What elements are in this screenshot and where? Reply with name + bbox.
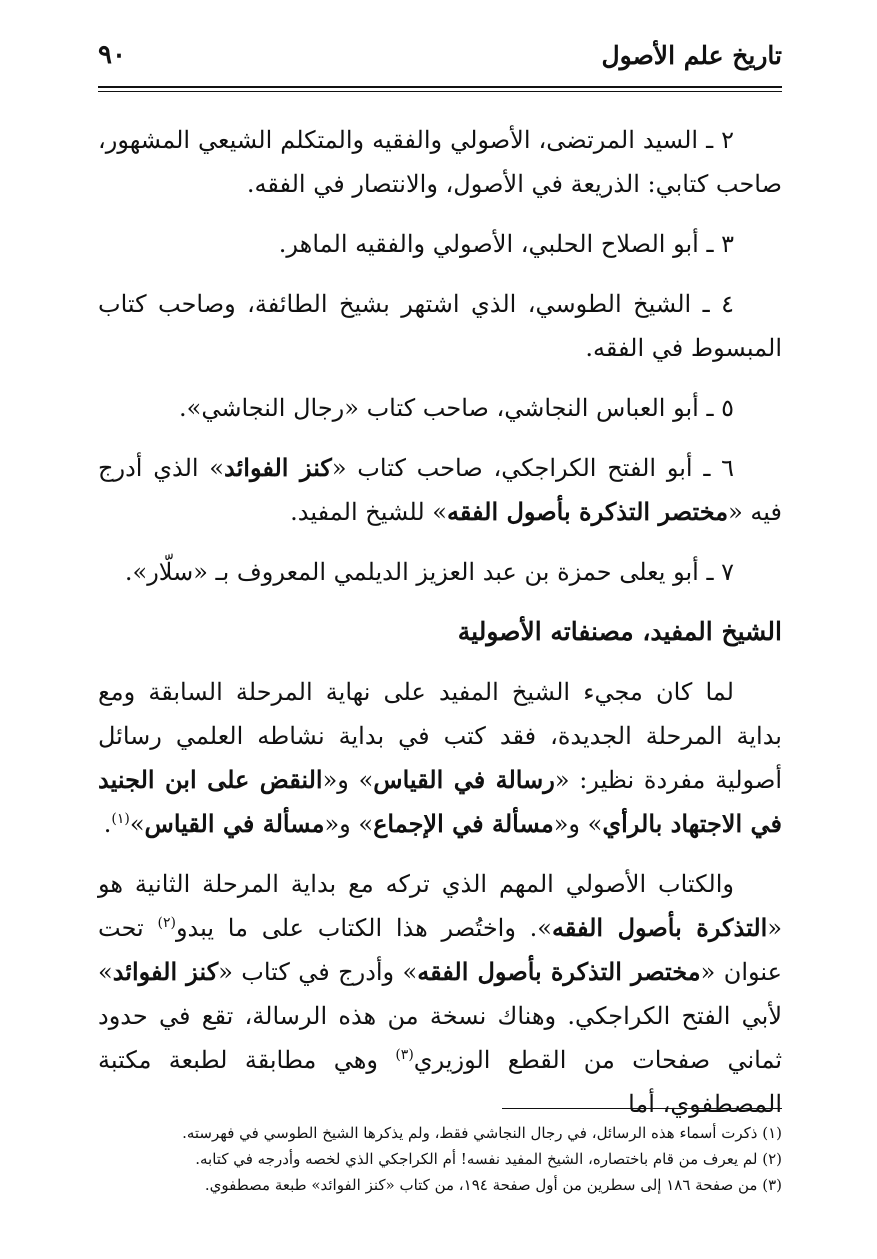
paragraph: والكتاب الأصولي المهم الذي تركه مع بداية المرحلة الثانية هو «التذكرة بأصول الفقه». واختُصر هذا الكتاب على ما يبدو$^{(٢)}$ تحت عنوان «مختصر التذكرة بأصول الفقه» وأدرج في كتاب «كنز الفوائد» لأبي الفتح الكراجكي. وهناك نسخة من هذه الرسالة، تقع في حدود ثماني صفحات من القطع الوزيري$^{(٣)}$ وهي مطابقة لطبعة مكتبة المصطفوي، أما [98, 870, 782, 1118]
book-title: مختصر التذكرة بأصول الفقه [417, 957, 701, 986]
book-title: مسألة في الإجماع [373, 809, 554, 838]
footnote-separator [502, 1108, 782, 1109]
list-item: ٥ ـ أبو العباس النجاشي، صاحب كتاب «رجال النجاشي». [179, 394, 734, 422]
list-item: ٦ ـ أبو الفتح الكراجكي، صاحب كتاب «كنز الفوائد» الذي أدرج فيه «مختصر التذكرة بأصول الفقه» للشيخ المفيد. [98, 453, 782, 526]
footnote: (٢) لم يعرف من قام باختصاره، الشيخ المفيد نفسه! أم الكراجكي الذي لخصه وأدرجه في كتابه. [195, 1150, 782, 1168]
list-item: ٣ ـ أبو الصلاح الحلبي، الأصولي والفقيه الماهر. [278, 230, 734, 258]
page-header [98, 30, 782, 80]
book-title: مسألة في القياس [144, 809, 325, 838]
body-text [98, 118, 782, 1142]
list-item: ٧ ـ أبو يعلى حمزة بن عبد العزيز الديلمي المعروف بـ «سلّار». [124, 558, 734, 586]
list-item: ٢ ـ السيد المرتضى، الأصولي والفقيه والمتكلم الشيعي المشهور، صاحب كتابي: الذريعة في الأصول، والانتصار في الفقه. [98, 126, 782, 198]
footnote: (٣) من صفحة ١٨٦ إلى سطرين من أول صفحة ١٩٤، من كتاب «كنز الفوائد» طبعة مصطفوي. [204, 1176, 782, 1194]
book-title: التذكرة بأصول الفقه [551, 913, 768, 942]
section-heading: الشيخ المفيد، مصنفاته الأصولية [457, 617, 782, 646]
header-rule-thin [98, 91, 782, 92]
book-title: مختصر التذكرة بأصول الفقه [446, 497, 729, 526]
footnotes [98, 1120, 782, 1198]
book-title: كنز الفوائد [224, 453, 332, 482]
footnote: (١) ذكرت أسماء هذه الرسائل، في رجال النجاشي فقط، ولم يذكرها الشيخ الطوسي في فهرسته. [182, 1124, 782, 1142]
footnote-ref: (١) [111, 811, 130, 827]
header-rule-thick [98, 86, 782, 88]
footnote-ref: (٢) [157, 915, 176, 931]
running-title: تاريخ علم الأصول [601, 40, 782, 70]
list-item: ٤ ـ الشيخ الطوسي، الذي اشتهر بشيخ الطائفة، وصاحب كتاب المبسوط في الفقه. [98, 290, 782, 362]
footnote-ref: (٣) [395, 1047, 414, 1063]
page-number: ٩٠ [98, 40, 126, 70]
paragraph: لما كان مجيء الشيخ المفيد على نهاية المرحلة السابقة ومع بداية المرحلة الجديدة، فقد كتب في بداية نشاطه العلمي رسائل أصولية مفردة نظير: «رسالة في القياس» و«النقض على ابن الجنيد في الاجتهاد بالرأي» و«مسألة في الإجماع» و«مسألة في القياس»$^{(١)}$. [98, 678, 782, 838]
book-title: رسالة في القياس [373, 765, 555, 794]
book-title: النقض على ابن الجنيد في الاجتهاد بالرأي [98, 765, 782, 838]
book-title: كنز الفوائد [112, 957, 219, 986]
